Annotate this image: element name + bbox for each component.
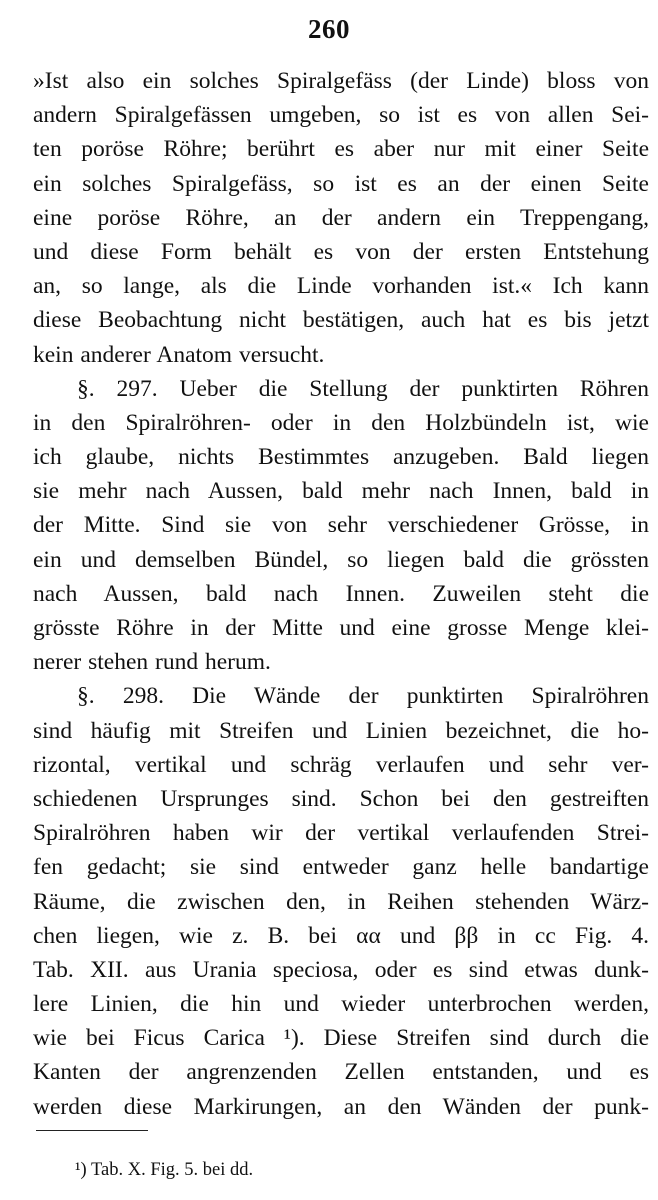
text-line: in den Spiralröhren- oder in den Holzbündeln ist, wie xyxy=(33,409,649,436)
text-line: der Mitte. Sind sie von sehr verschiedener Grösse, in xyxy=(33,512,649,539)
text-line: Kanten der angrenzenden Zellen entstanden, und es xyxy=(33,1059,649,1086)
text-line: chen liegen, wie z. B. bei αα und ββ in cc Fig. 4. xyxy=(33,922,649,949)
text-line: grösste Röhre in der Mitte und eine grosse Menge klei- xyxy=(33,615,649,641)
text-line: und diese Form behält es von der ersten Entstehung xyxy=(33,238,649,265)
text-line: Spiralröhren haben wir der vertikal verlaufenden Strei- xyxy=(33,820,649,847)
text-line: nerer stehen rund herum. xyxy=(33,649,271,676)
text-line: sie mehr nach Aussen, bald mehr nach Innen, bald in xyxy=(33,478,649,505)
text-line: schiedenen Ursprunges sind. Schon bei den gestreiften xyxy=(33,785,649,812)
text-line: §. 297. Ueber die Stellung der punktirten Röhren xyxy=(77,375,649,402)
text-line: lere Linien, die hin und wieder unterbrochen werden, xyxy=(33,991,649,1018)
text-line: an, so lange, als die Linde vorhanden ist.« Ich kann xyxy=(33,273,649,300)
text-line: andern Spiralgefässen umgeben, so ist es von allen Sei- xyxy=(33,102,649,129)
footnote-divider xyxy=(36,1130,148,1131)
text-line: ein und demselben Bündel, so liegen bald die grössten xyxy=(33,546,649,573)
text-line: wie bei Ficus Carica ¹). Diese Streifen sind durch die xyxy=(33,1025,649,1052)
text-line: Räume, die zwischen den, in Reihen stehenden Wärz- xyxy=(33,888,649,915)
text-line: »Ist also ein solches Spiralgefäss (der Linde) bloss von xyxy=(33,68,649,94)
text-line: diese Beobachtung nicht bestätigen, auch hat es bis jetzt xyxy=(33,307,649,334)
text-line: sind häufig mit Streifen und Linien bezeichnet, die ho- xyxy=(33,717,649,744)
text-line: ten poröse Röhre; berührt es aber nur mit einer Seite xyxy=(33,136,649,163)
text-line: nach Aussen, bald nach Innen. Zuweilen steht die xyxy=(33,580,649,607)
body-text xyxy=(33,64,649,1124)
text-line: ein solches Spiralgefäss, so ist es an der einen Seite xyxy=(33,170,649,197)
text-line: fen gedacht; sie sind entweder ganz helle bandartige xyxy=(33,854,649,881)
text-line: kein anderer Anatom versucht. xyxy=(33,341,325,368)
text-line: werden diese Markirungen, an den Wänden der punk- xyxy=(33,1093,649,1120)
text-line: ich glaube, nichts Bestimmtes anzugeben. Bald liegen xyxy=(33,444,649,471)
text-line: Tab. XII. aus Urania speciosa, oder es sind etwas dunk- xyxy=(33,956,649,983)
text-line: §. 298. Die Wände der punktirten Spiralröhren xyxy=(77,683,649,710)
page-number: 260 xyxy=(308,14,350,44)
footnote: ¹) Tab. X. Fig. 5. bei dd. xyxy=(75,1160,254,1180)
text-line: eine poröse Röhre, an der andern ein Treppengang, xyxy=(33,204,649,231)
text-line: rizontal, vertikal und schräg verlaufen und sehr ver- xyxy=(33,751,649,778)
